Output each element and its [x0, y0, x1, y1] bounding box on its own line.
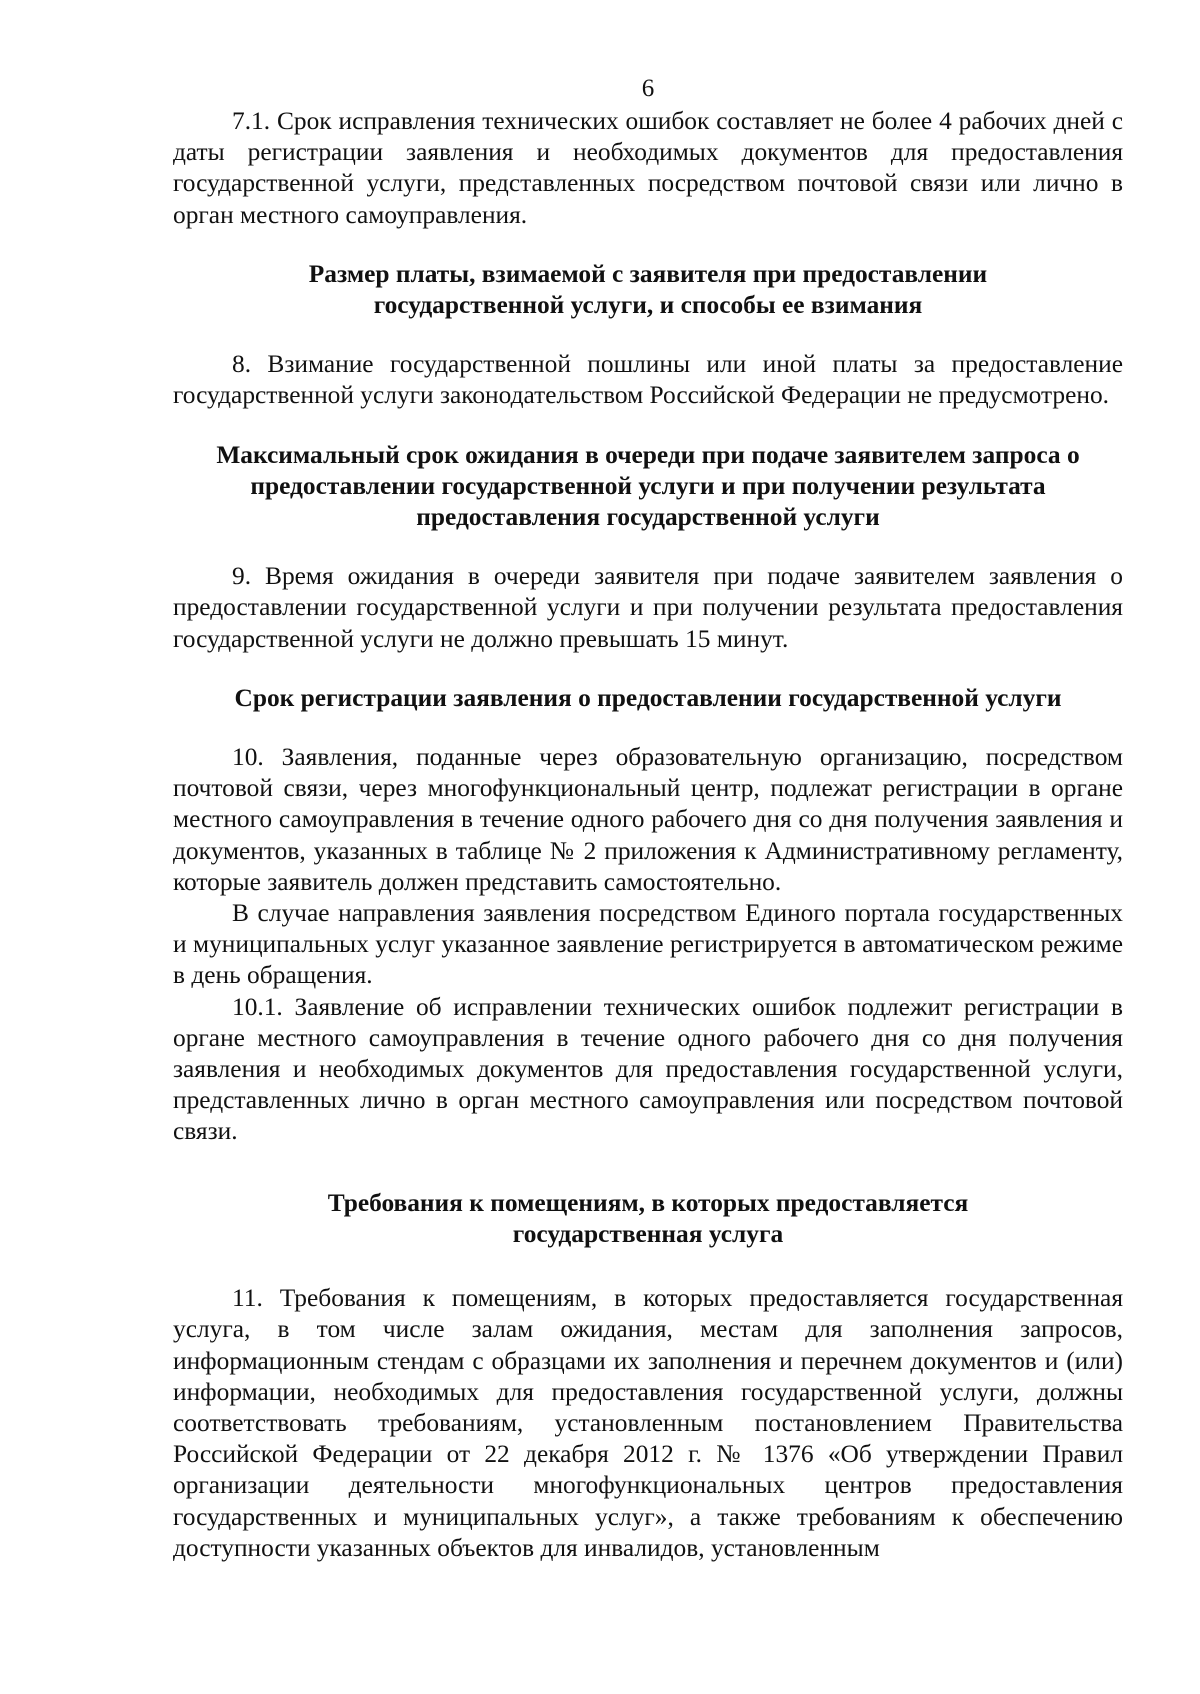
heading-premises [173, 1188, 1123, 1250]
paragraph-11: 11. Требования к помещениям, в которых предоставляется государственная услуга, в том числе залам ожидания, местам для заполнения запросов, информационным стендам с образцами их заполнения и перечнем документов и (или) информации, необходимых для предоставления государственной услуги, должны соответствовать требованиям, установленным постановлением Правительства Российской Федерации от 22 декабря 2012 г. № 1376 «Об утверждении Правил организации деятельности многофункциональных центров предоставления государственных и муниципальных услуг», а также требованиям к обеспечению доступности указанных объектов для инвалидов, установленным [173, 1284, 1123, 1562]
page-number: 6 [641, 75, 655, 102]
paragraph-9: 9. Время ожидания в очереди заявителя при подаче заявителем заявления о предоставлении государственной услуги и при получении результата предоставления государственной услуги не должно превышать 15 минут. [173, 562, 1123, 653]
paragraph-10-1: 10.1. Заявление об исправлении технических ошибок подлежит регистрации в органе местного самоуправления в течение одного рабочего дня со дня получения заявления и необходимых документов для предоставления государственной услуги, представленных лично в орган местного самоуправления или посредством почтовой связи. [173, 992, 1123, 1146]
paragraph-10-b: В случае направления заявления посредством Единого портала государственных и муниципальных услуг указанное заявление регистрируется в автоматическом режиме в день обращения. [173, 899, 1123, 990]
heading-queue [173, 440, 1123, 534]
heading-queue-line2: предоставлении государственной услуги и при получении результата [250, 471, 1046, 500]
paragraph-8: 8. Взимание государственной пошлины или иной платы за предоставление государственной услуги законодательством Российской Федерации не предусмотрено. [173, 350, 1123, 410]
paragraph-10: 10. Заявления, поданные через образовательную организацию, посредством почтовой связи, через многофункциональный центр, подлежат регистрации в органе местного самоуправления в течение одного рабочего дня со дня получения заявления и документов, указанных в таблице № 2 приложения к Административному регламенту, которые заявитель должен представить самостоятельно. [173, 743, 1123, 896]
heading-queue-line1: Максимальный срок ожидания в очереди при подаче заявителем запроса о [216, 440, 1080, 469]
paragraph-7-1: 7.1. Срок исправления технических ошибок составляет не более 4 рабочих дней с даты регистрации заявления и необходимых документов для предоставления государственной услуги, представленных посредством почтовой связи или лично в орган местного самоуправления. [173, 107, 1123, 229]
heading-registration-line1: Срок регистрации заявления о предоставлении государственной услуги [234, 683, 1062, 712]
heading-premises-line1: Требования к помещениям, в которых предоставляется [327, 1188, 969, 1217]
heading-fee-line1: Размер платы, взимаемой с заявителя при предоставлении [308, 259, 988, 288]
heading-queue-line3: предоставления государственной услуги [416, 503, 880, 532]
document-page [173, 74, 1123, 1564]
heading-registration [173, 683, 1123, 714]
heading-fee [173, 259, 1123, 321]
heading-premises-line2: государственная услуга [512, 1219, 784, 1248]
heading-fee-line2: государственной услуги, и способы ее взимания [373, 291, 923, 320]
